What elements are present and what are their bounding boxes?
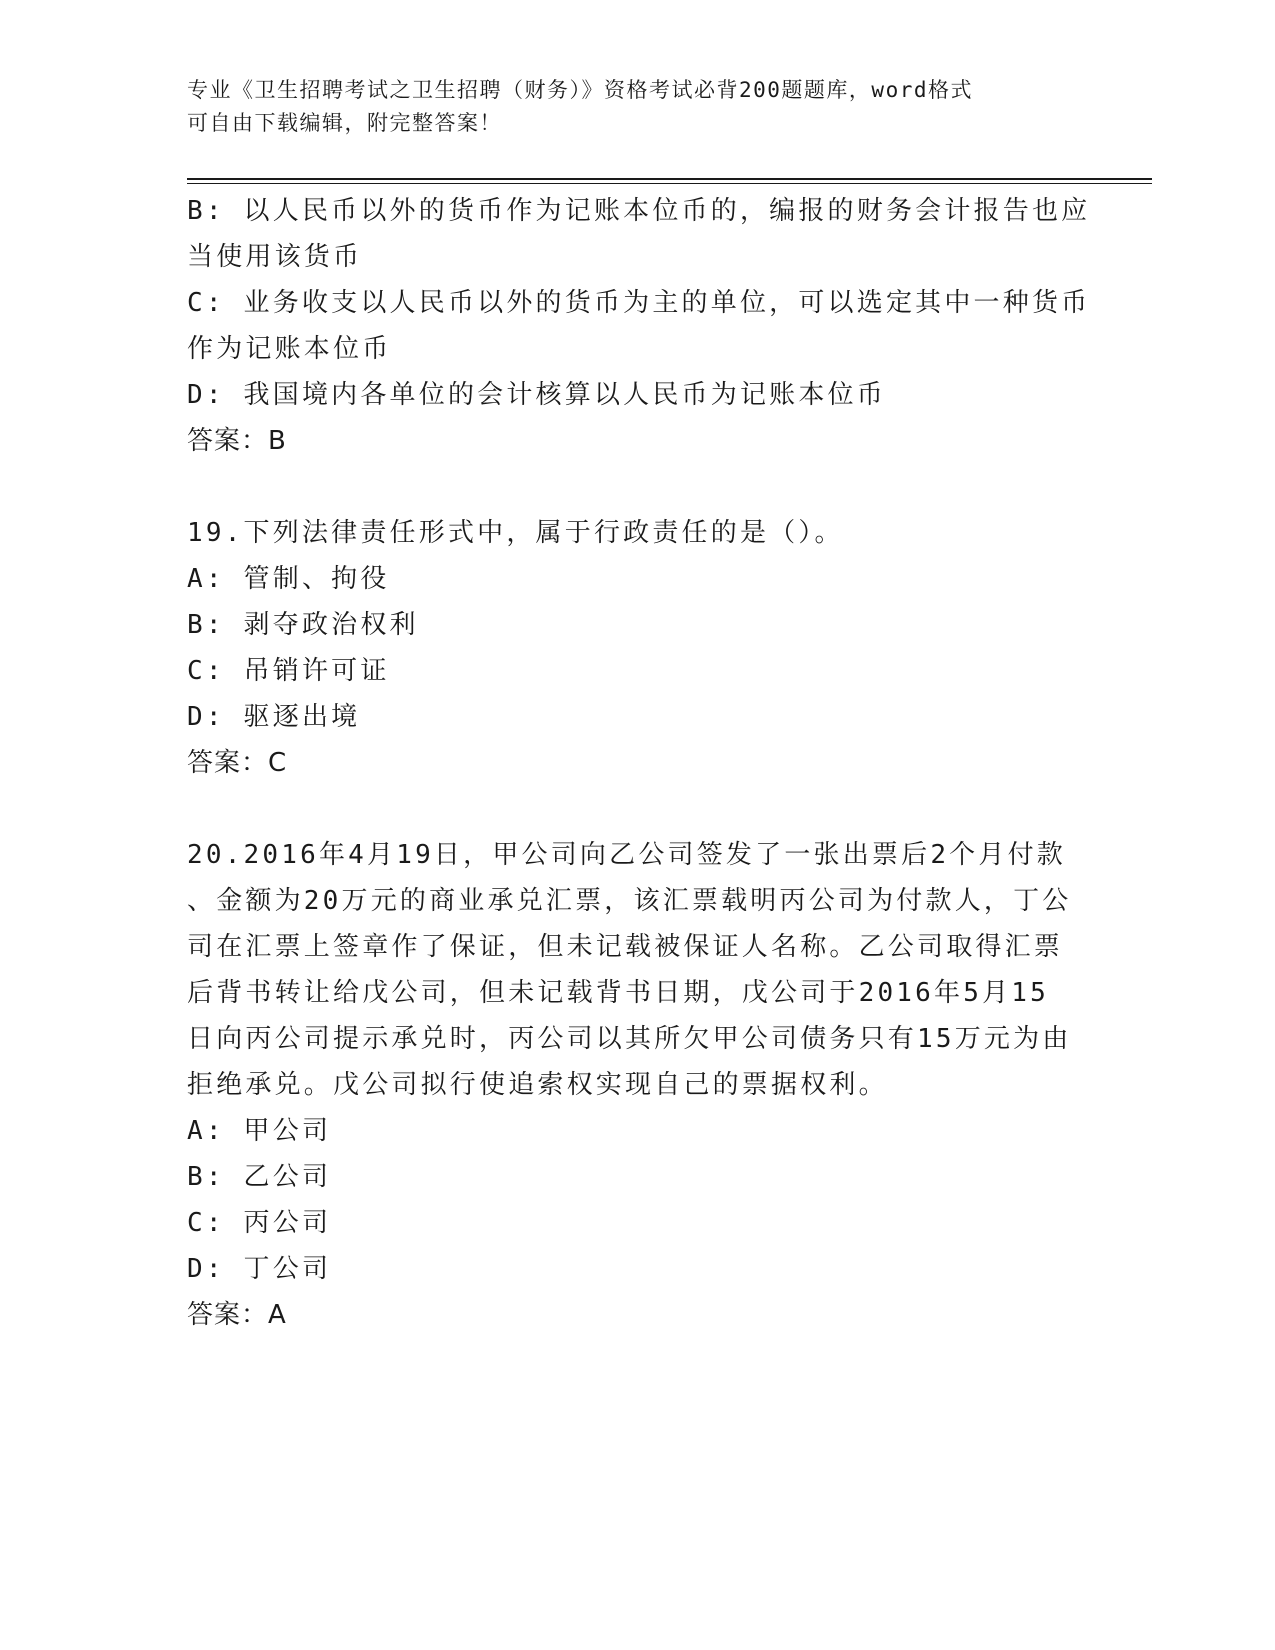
option-d: D: 驱逐出境 xyxy=(187,702,361,732)
option-b-line-2: 当使用该货币 xyxy=(187,242,363,272)
header-title-line-1: 专业《卫生招聘考试之卫生招聘（财务）》资格考试必背200题题库，word格式 xyxy=(187,78,973,102)
option-a: A: 管制、拘役 xyxy=(187,564,390,594)
question-18-continued xyxy=(187,188,1091,464)
answer: 答案：A xyxy=(187,1300,287,1330)
header-title-line-2: 可自由下载编辑，附完整答案！ xyxy=(187,111,502,135)
document-body xyxy=(187,188,1091,1338)
question-text-line: 司在汇票上签章作了保证，但未记载被保证人名称。乙公司取得汇票 xyxy=(187,932,1064,962)
option-c: C: 吊销许可证 xyxy=(187,656,390,686)
question-text: 19.下列法律责任形式中，属于行政责任的是（）。 xyxy=(187,518,844,548)
option-b: B: 剥夺政治权利 xyxy=(187,610,419,640)
option-c-line-2: 作为记账本位币 xyxy=(187,334,392,364)
option-d: D: 丁公司 xyxy=(187,1254,332,1284)
question-19 xyxy=(187,510,1077,786)
header-divider-thin xyxy=(187,183,1152,184)
question-20 xyxy=(187,832,1077,1338)
option-d: D: 我国境内各单位的会计核算以人民币为记账本位币 xyxy=(187,380,886,410)
header-divider-thick xyxy=(187,178,1152,180)
question-text-line: 拒绝承兑。戊公司拟行使追索权实现自己的票据权利。 xyxy=(187,1070,888,1100)
spacer xyxy=(187,786,1077,832)
option-b-line-1: B: 以人民币以外的货币作为记账本位币的，编报的财务会计报告也应 xyxy=(187,196,1091,226)
option-c-line-1: C: 业务收支以人民币以外的货币为主的单位，可以选定其中一种货币 xyxy=(187,288,1091,318)
question-text-line: 20.2016年4月19日，甲公司向乙公司签发了一张出票后2个月付款 xyxy=(187,840,1066,870)
document-header xyxy=(187,74,1067,140)
option-c: C: 丙公司 xyxy=(187,1208,332,1238)
answer: 答案：B xyxy=(187,426,287,456)
option-b: B: 乙公司 xyxy=(187,1162,332,1192)
spacer xyxy=(187,464,1077,510)
question-text-line: 后背书转让给戊公司，但未记载背书日期，戊公司于2016年5月15 xyxy=(187,978,1049,1008)
answer: 答案：C xyxy=(187,748,288,778)
question-text-line: 、金额为20万元的商业承兑汇票，该汇票载明丙公司为付款人，丁公 xyxy=(187,886,1072,916)
question-text-line: 日向丙公司提示承兑时，丙公司以其所欠甲公司债务只有15万元为由 xyxy=(187,1024,1072,1054)
option-a: A: 甲公司 xyxy=(187,1116,332,1146)
